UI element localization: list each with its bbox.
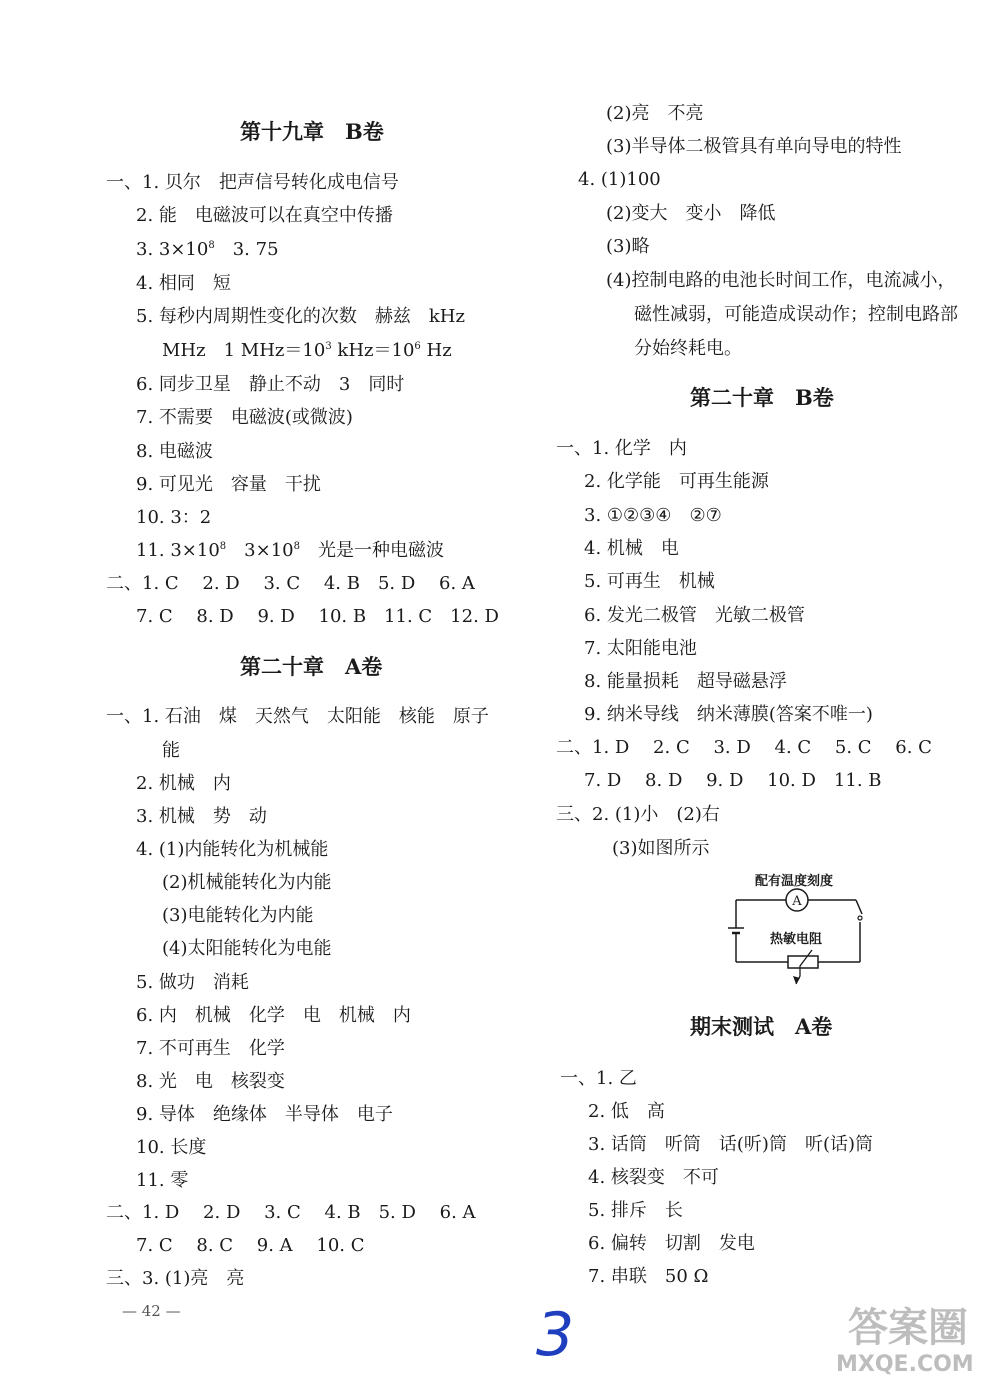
answer-line: 8. 光 电 核裂变: [136, 1071, 285, 1092]
answer-line: 5. 排斥 长: [588, 1200, 683, 1221]
answer-text: 3×10: [226, 540, 294, 561]
answer-line: 4. (1)100: [578, 169, 661, 190]
answer-line: (3)半导体二极管具有单向导电的特性: [606, 136, 902, 157]
answer-line: (3)电能转化为内能: [162, 905, 314, 926]
answer-line: [136, 538, 444, 564]
section-title-ch19-b: 第十九章 B卷: [240, 119, 384, 144]
answer-line: 2. 低 高: [588, 1101, 665, 1122]
page-number: — 42 —: [122, 1302, 181, 1320]
answer-line: 6. 发光二极管 光敏二极管: [584, 605, 805, 626]
answer-line: (4)太阳能转化为电能: [162, 938, 332, 959]
circuit-diagram: [716, 868, 876, 988]
answer-line: (2)亮 不亮: [606, 103, 704, 124]
watermark-url: MXQE.COM: [836, 1352, 974, 1377]
answer-line: 2. 机械 内: [136, 773, 231, 794]
answer-line: 7. 不需要 电磁波(或微波): [136, 407, 353, 428]
switch-contact: [858, 916, 862, 920]
answer-line: 6. 内 机械 化学 电 机械 内: [136, 1005, 411, 1026]
answer-line: 8. 电磁波: [136, 441, 213, 462]
answer-line: 7. 太阳能电池: [584, 638, 697, 659]
answer-line: 4. (1)内能转化为机械能: [136, 839, 329, 860]
answer-line: 8. 能量损耗 超导磁悬浮: [584, 671, 787, 692]
answer-line: 能: [162, 740, 180, 761]
answer-text: 光是一种电磁波: [300, 540, 444, 561]
answer-text: MHz 1 MHz＝10: [162, 340, 326, 361]
answer-line: 分始终耗电。: [634, 338, 742, 359]
answer-line: 磁性减弱，可能造成误动作；控制电路部: [634, 304, 958, 325]
answer-line: 9. 导体 绝缘体 半导体 电子: [136, 1104, 393, 1125]
answer-line: 2. 化学能 可再生能源: [584, 471, 769, 492]
answer-line: 5. 每秒内周期性变化的次数 赫兹 kHz: [136, 306, 465, 327]
answer-line: (2)变大 变小 降低: [606, 203, 776, 224]
answer-text: 3. 3×10: [136, 239, 209, 260]
answer-line: 7. 串联 50 Ω: [588, 1266, 709, 1287]
superscript: 8: [219, 541, 227, 552]
answer-line: 一、1. 化学 内: [556, 438, 687, 459]
answer-line: 7. 不可再生 化学: [136, 1038, 285, 1059]
superscript: 8: [293, 541, 300, 552]
answer-line: 一、1. 石油 煤 天然气 太阳能 核能 原子: [106, 706, 489, 727]
answer-line: 6. 偏转 切割 发电: [588, 1233, 755, 1254]
answer-text: 11. 3×10: [136, 540, 220, 561]
answer-line: 3. 话筒 听筒 话(听)筒 听(话)筒: [588, 1134, 873, 1155]
diagram-label-thermistor: 热敏电阻: [769, 932, 823, 947]
answer-line: 4. 机械 电: [584, 538, 679, 559]
answer-line: 9. 纳米导线 纳米薄膜(答案不唯一): [584, 704, 873, 725]
answer-line: 7. D 8. D 9. D 10. D 11. B: [584, 770, 882, 791]
answer-line: 二、1. C 2. D 3. C 4. B 5. D 6. A: [106, 573, 475, 594]
answer-text: Hz: [420, 340, 452, 361]
switch-symbol: [856, 900, 862, 914]
answer-line: 2. 能 电磁波可以在真空中传播: [136, 205, 393, 226]
answer-line: [136, 237, 279, 263]
ammeter-letter: A: [792, 894, 802, 909]
answer-line: 9. 可见光 容量 干扰: [136, 474, 321, 495]
diagram-label-meter: 配有温度刻度: [754, 874, 834, 889]
superscript: 8: [208, 240, 215, 251]
answer-line: [162, 338, 452, 364]
answer-line: 10. 3：2: [136, 507, 212, 528]
answer-line: 7. C 8. D 9. D 10. B 11. C 12. D: [136, 606, 499, 627]
answer-line: 11. 零: [136, 1170, 189, 1191]
answer-line: 三、3. (1)亮 亮: [106, 1268, 245, 1289]
answer-line: 一、1. 乙: [560, 1068, 637, 1089]
answer-line: 4. 相同 短: [136, 273, 231, 294]
answer-line: (3)如图所示: [612, 838, 710, 859]
answer-line: 三、2. (1)小 (2)右: [556, 804, 720, 825]
answer-line: 5. 做功 消耗: [136, 972, 249, 993]
answer-line: (2)机械能转化为内能: [162, 872, 332, 893]
watermark-logo: 答案圈: [848, 1305, 968, 1351]
answer-line: 3. ①②③④ ②⑦: [584, 505, 722, 526]
section-title-final-a: 期末测试 A卷: [690, 1014, 833, 1039]
section-title-ch20-a: 第二十章 A卷: [240, 654, 383, 679]
handwritten-number: 3: [536, 1300, 575, 1370]
answer-line: 10. 长度: [136, 1137, 207, 1158]
answer-text: 3. 75: [214, 239, 279, 260]
answer-line: 4. 核裂变 不可: [588, 1167, 719, 1188]
section-title-ch20-b: 第二十章 B卷: [690, 385, 834, 410]
answer-line: 5. 可再生 机械: [584, 571, 715, 592]
superscript: 3: [325, 341, 332, 352]
answer-line: 6. 同步卫星 静止不动 3 同时: [136, 374, 405, 395]
answer-line: 3. 机械 势 动: [136, 806, 267, 827]
answer-text: kHz＝10: [331, 340, 415, 361]
superscript: 6: [414, 341, 421, 352]
answer-line: 7. C 8. C 9. A 10. C: [136, 1235, 365, 1256]
answer-line: (4)控制电路的电池长时间工作，电流减小，: [606, 270, 956, 291]
answer-line: 二、1. D 2. C 3. D 4. C 5. C 6. C: [556, 737, 932, 758]
answer-line: (3)略: [606, 236, 650, 257]
answer-line: 一、1. 贝尔 把声信号转化成电信号: [106, 172, 399, 193]
answer-line: 二、1. D 2. D 3. C 4. B 5. D 6. A: [106, 1202, 476, 1223]
